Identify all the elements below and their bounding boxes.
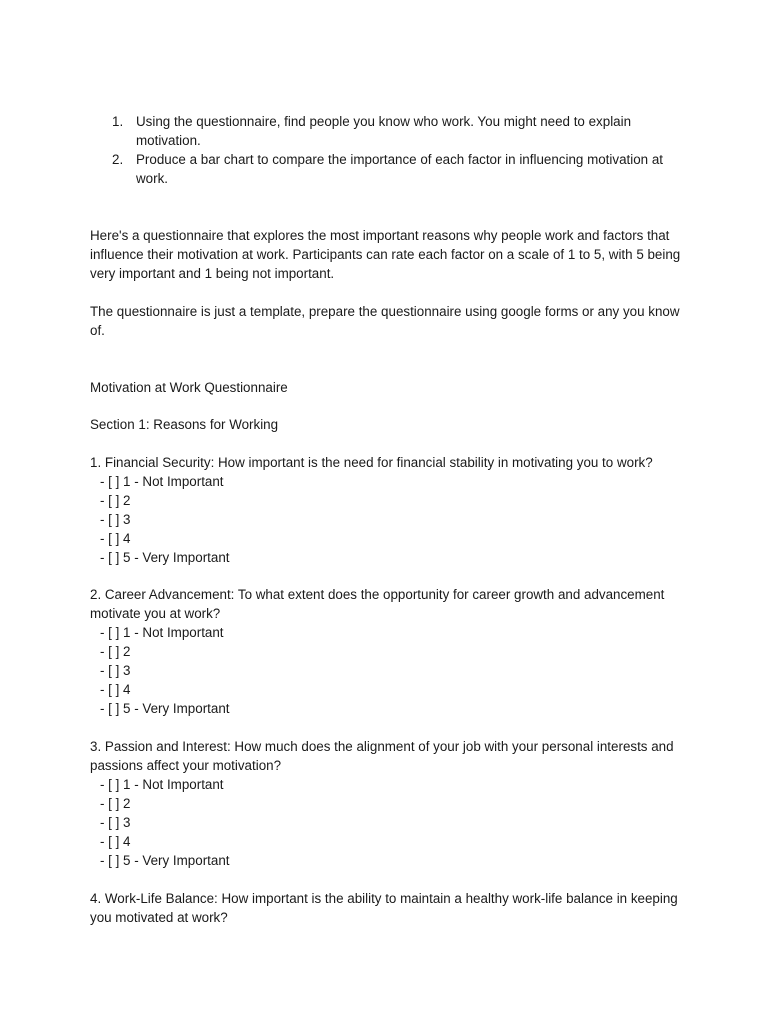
- option-checkbox[interactable]: - [ ] 5 - Very Important: [100, 550, 230, 565]
- question-text: 4. Work-Life Balance: How important is the ability to maintain a healthy work-life balance in keeping you motivated at work?: [90, 891, 678, 925]
- instruction-list: [90, 112, 686, 188]
- template-note: The questionnaire is just a template, prepare the questionnaire using google forms or any you know of.: [90, 304, 680, 338]
- option-checkbox[interactable]: - [ ] 4: [100, 531, 131, 546]
- question-2: [90, 585, 686, 718]
- option-checkbox[interactable]: - [ ] 3: [100, 663, 131, 678]
- instruction-item: [90, 112, 686, 150]
- instruction-item: [90, 150, 686, 188]
- questionnaire-title: Motivation at Work Questionnaire: [90, 380, 288, 395]
- option-checkbox[interactable]: - [ ] 2: [100, 796, 131, 811]
- option-checkbox[interactable]: - [ ] 4: [100, 682, 131, 697]
- option-checkbox[interactable]: - [ ] 2: [100, 493, 131, 508]
- instruction-text: Produce a bar chart to compare the importance of each factor in influencing motivation at work.: [136, 152, 663, 186]
- intro-paragraph: Here's a questionnaire that explores the most important reasons why people work and factors that influence their motivation at work. Participants can rate each factor on a scale of 1 to 5, with 5 being very important and 1 being not important.: [90, 228, 681, 281]
- question-3: [90, 737, 686, 870]
- option-checkbox[interactable]: - [ ] 3: [100, 815, 131, 830]
- option-checkbox[interactable]: - [ ] 4: [100, 834, 131, 849]
- option-checkbox[interactable]: - [ ] 1 - Not Important: [100, 625, 224, 640]
- question-4: [90, 889, 686, 927]
- question-1: [90, 453, 690, 567]
- option-checkbox[interactable]: - [ ] 5 - Very Important: [100, 853, 230, 868]
- option-checkbox[interactable]: - [ ] 3: [100, 512, 131, 527]
- option-checkbox[interactable]: - [ ] 2: [100, 644, 131, 659]
- option-checkbox[interactable]: - [ ] 1 - Not Important: [100, 474, 224, 489]
- option-checkbox[interactable]: - [ ] 1 - Not Important: [100, 777, 224, 792]
- instruction-number: 2.: [112, 152, 124, 167]
- instruction-text: Using the questionnaire, find people you know who work. You might need to explain motivation.: [136, 114, 632, 148]
- question-text: 3. Passion and Interest: How much does the alignment of your job with your personal interests and passions affect your motivation?: [90, 739, 674, 773]
- section-title: Section 1: Reasons for Working: [90, 417, 279, 432]
- question-text: 1. Financial Security: How important is the need for financial stability in motivating you to work?: [90, 455, 653, 470]
- question-text: 2. Career Advancement: To what extent does the opportunity for career growth and advancement motivate you at work?: [90, 587, 665, 621]
- option-checkbox[interactable]: - [ ] 5 - Very Important: [100, 701, 230, 716]
- instruction-number: 1.: [112, 114, 124, 129]
